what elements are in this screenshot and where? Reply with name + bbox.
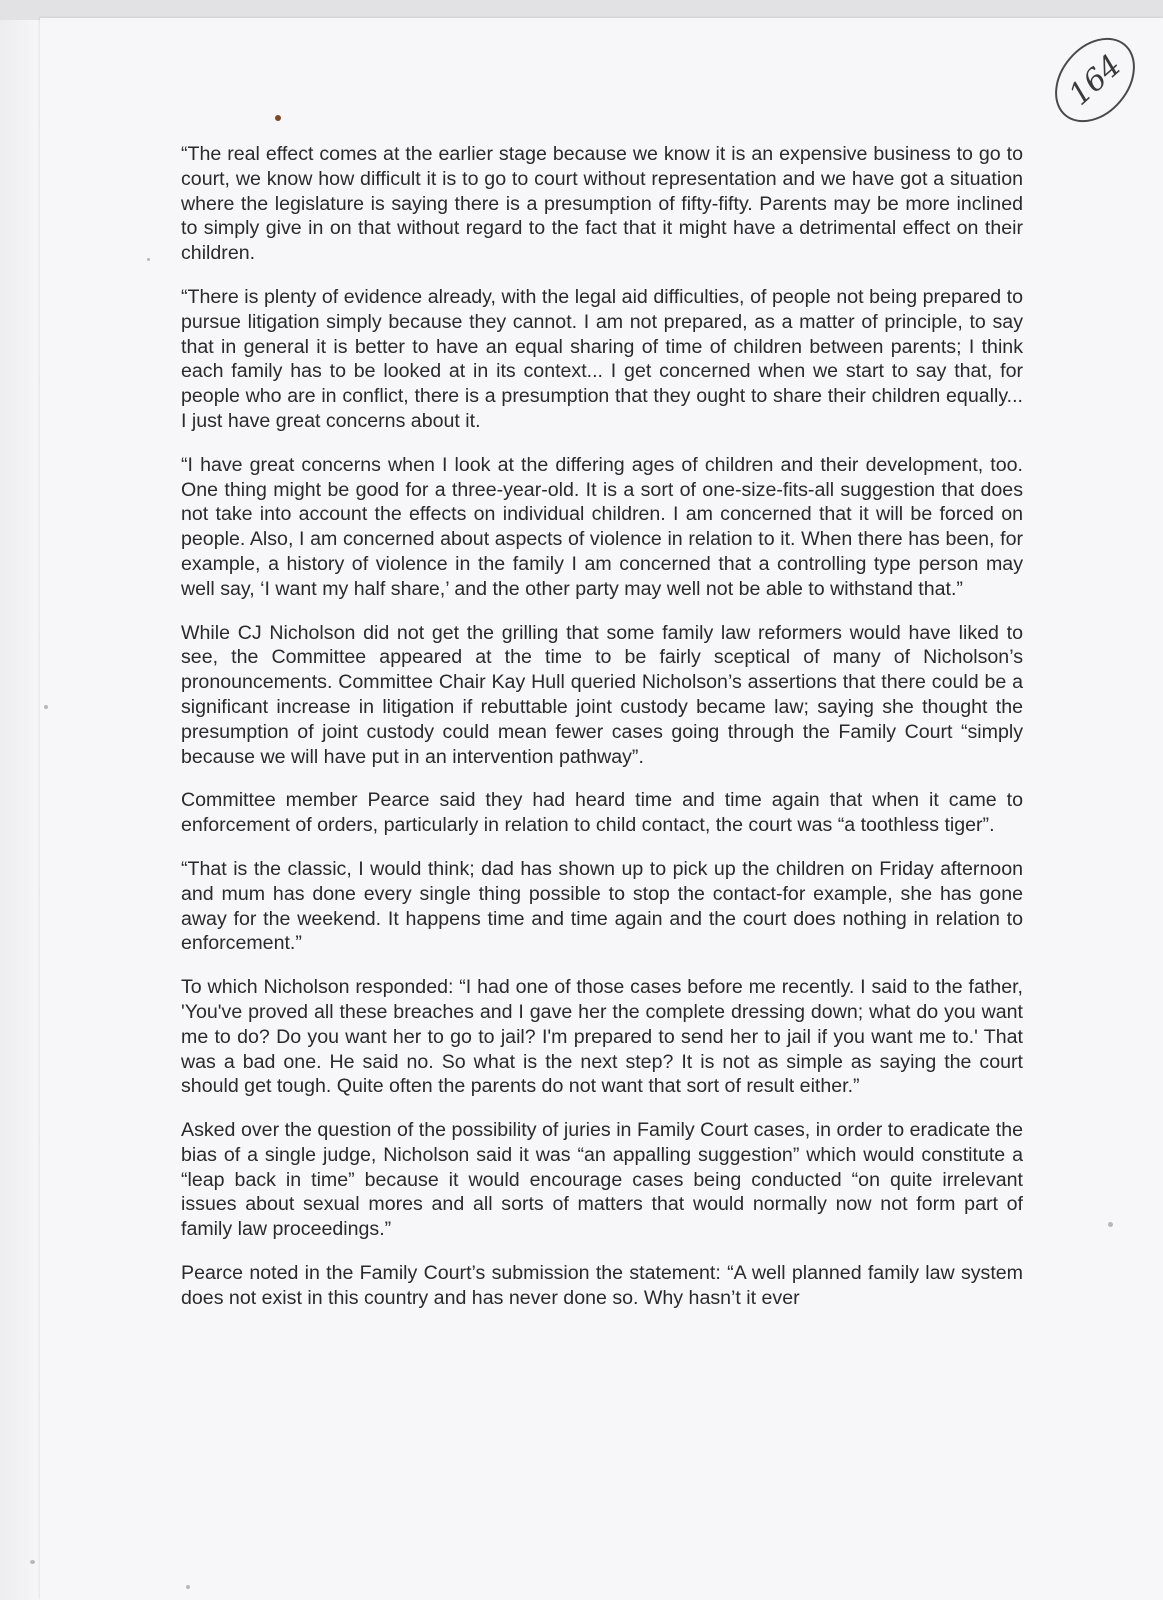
scan-speck bbox=[186, 1585, 190, 1589]
paragraph: “That is the classic, I would think; dad has shown up to pick up the children on Friday afternoon and mum has done every single thing possible to stop the contact-for example, she has gone away for the weekend. It happens time and time again and the court does nothing in relation to enforcement.” bbox=[181, 857, 1023, 955]
scan-speck bbox=[1108, 1222, 1113, 1227]
paragraph: Asked over the question of the possibility of juries in Family Court cases, in order to eradicate the bias of a single judge, Nicholson said it was “an appalling suggestion” which would constitute a “leap back in time” because it would encourage cases being conducted “on quite irrelevant issues about sexual mores and all sorts of matters that would normally now not form part of family law proceedings.” bbox=[181, 1119, 1023, 1241]
body-text bbox=[181, 142, 1023, 1330]
paragraph: To which Nicholson responded: “I had one of those cases before me recently. I said to the father, 'You've proved all these breaches and I gave her the complete dressing down; what do you want me to do? Do you want her to go to jail? I'm prepared to send her to jail if you want me to.' That was a bad one. He said no. So what is the next step? It is not as simple as saying the court should get tough. Quite often the parents do not want that sort of result either.” bbox=[181, 976, 1023, 1098]
paragraph: Pearce noted in the Family Court’s submission the statement: “A well planned family law system does not exist in this country and has never done so. Why hasn’t it ever bbox=[181, 1262, 1023, 1309]
page-number-text: 164 bbox=[1062, 47, 1128, 113]
scan-top-edge bbox=[0, 0, 1163, 20]
paragraph: “There is plenty of evidence already, with the legal aid difficulties, of people not being prepared to pursue litigation simply because they cannot. I am not prepared, as a matter of principle, to say that in general it is better to have an equal sharing of time of children between parents; I think each family has to be looked at in its context... I get concerned when we start to say that, for people who are in conflict, there is a presumption that they ought to share their children equally... I just have great concerns about it. bbox=[181, 285, 1023, 432]
scan-speck bbox=[147, 258, 150, 261]
paragraph: “The real effect comes at the earlier stage because we know it is an expensive business to go to court, we know how difficult it is to go to court without representation and we have got a situation where the legislature is saying there is a presumption of fifty-fifty. Parents may be more inclined to simply give in on that without regard to the fact that it might have a detrimental effect on their children. bbox=[181, 143, 1023, 265]
scan-margin bbox=[0, 0, 40, 1600]
scan-speck bbox=[30, 1560, 35, 1564]
paragraph: While CJ Nicholson did not get the grilling that some family law reformers would have liked to see, the Committee appeared at the time to be fairly sceptical of many of Nicholson’s pronouncements. Committee Chair Kay Hull queried Nicholson’s assertions that there could be a significant increase in litigation if rebuttable joint custody became law; saying she thought the presumption of joint custody could mean fewer cases going through the Family Court “simply because we will have put in an intervention pathway”. bbox=[181, 621, 1023, 768]
paragraph: “I have great concerns when I look at the differing ages of children and their development, too. One thing might be good for a three-year-old. It is a sort of one-size-fits-all suggestion that does not take into account the effects on individual children. I am concerned that it will be forced on people. Also, I am concerned about aspects of violence in relation to it. When there has been, for example, a history of violence in the family I am concerned that a controlling type person may well say, ‘I want my half share,’ and the other party may well not be able to withstand that.” bbox=[181, 453, 1023, 600]
paragraph: Committee member Pearce said they had heard time and time again that when it came to enforcement of orders, particularly in relation to child contact, the court was “a toothless tiger”. bbox=[181, 789, 1023, 837]
ink-dot bbox=[275, 115, 281, 121]
scan-speck bbox=[44, 705, 48, 709]
handwritten-page-number bbox=[1055, 30, 1135, 130]
